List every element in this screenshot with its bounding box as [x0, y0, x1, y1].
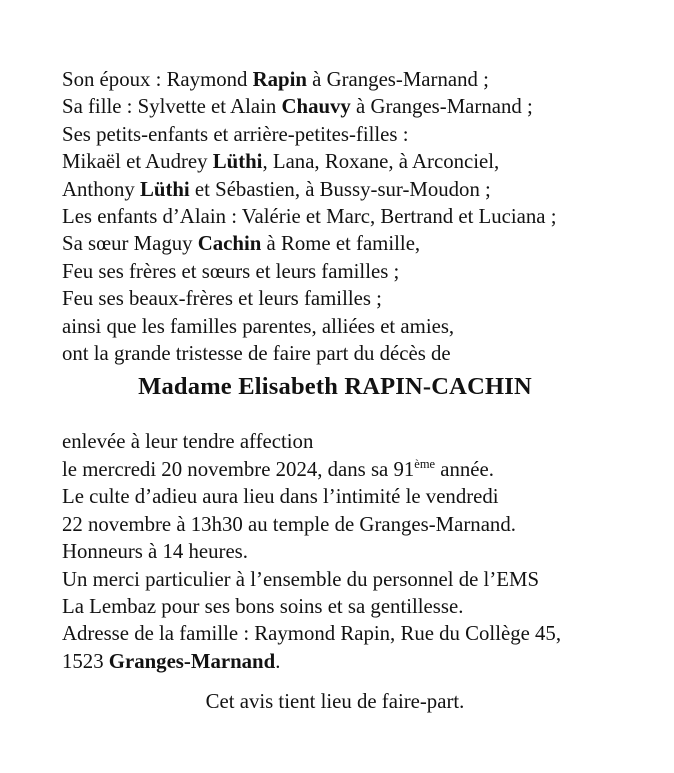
- text-line: [62, 648, 608, 675]
- text-line: [62, 66, 608, 93]
- emphasized-name: Chauvy: [281, 95, 351, 119]
- text-line: [62, 285, 608, 312]
- text-line: [62, 456, 608, 483]
- text-segment: Sa fille : Sylvette et Alain: [62, 95, 282, 119]
- text-line: [62, 340, 608, 367]
- text-segment: ont la grande tristesse de faire part du décès de: [62, 342, 451, 366]
- family-lines: [62, 66, 608, 367]
- text-segment: Un merci particulier à l’ensemble du personnel de l’EMS: [62, 567, 540, 591]
- text-segment: le mercredi 20 novembre 2024, dans sa 91: [62, 457, 415, 481]
- text-segment: à Granges-Marnand ;: [350, 95, 533, 119]
- text-segment: Son époux : Raymond: [62, 68, 253, 91]
- text-line: [62, 230, 608, 257]
- text-segment: , Lana, Roxane, à Arconciel,: [262, 150, 500, 174]
- text-segment: Honneurs à 14 heures.: [62, 540, 248, 564]
- text-segment: Adresse de la famille : Raymond Rapin, Rue du Collège 45,: [62, 622, 562, 646]
- closing-line: Cet avis tient lieu de faire-part.: [205, 690, 465, 714]
- text-line: [62, 538, 608, 565]
- text-segment: La Lembaz pour ses bons soins et sa gentillesse.: [62, 594, 464, 618]
- text-segment: .: [275, 649, 281, 673]
- text-segment: 22 novembre à 13h30 au temple de Granges-Marnand.: [62, 512, 516, 536]
- text-line: [62, 93, 608, 120]
- text-line: [62, 428, 608, 455]
- text-line: [62, 313, 608, 340]
- text-segment: Sa sœur Maguy: [62, 232, 198, 256]
- text-segment: Ses petits-enfants et arrière-petites-filles :: [62, 122, 409, 146]
- deceased-name: Madame Elisabeth RAPIN-CACHIN: [138, 373, 532, 401]
- text-line: [62, 483, 608, 510]
- text-segment: Feu ses frères et sœurs et leurs familles ;: [62, 259, 400, 283]
- text-segment: Le culte d’adieu aura lieu dans l’intimité le vendredi: [62, 485, 499, 509]
- text-segment: ainsi que les familles parentes, alliées et amies,: [62, 314, 455, 338]
- funeral-details-lines: [62, 428, 608, 675]
- text-segment: ème: [414, 456, 436, 471]
- text-segment: année.: [435, 457, 494, 481]
- text-segment: et Sébastien, à Bussy-sur-Moudon ;: [189, 177, 491, 201]
- text-segment: Anthony: [62, 177, 140, 201]
- emphasized-name: Cachin: [197, 232, 262, 256]
- text-segment: Feu ses beaux-frères et leurs familles ;: [62, 287, 382, 311]
- text-line: [62, 121, 608, 148]
- text-segment: Mikaël et Audrey: [62, 150, 213, 174]
- emphasized-name: Lüthi: [212, 150, 263, 174]
- text-segment: à Rome et famille,: [261, 232, 421, 256]
- text-line: [62, 176, 608, 203]
- text-line: [62, 511, 608, 538]
- notice-body: [62, 66, 608, 716]
- text-line: [62, 148, 608, 175]
- text-line: [62, 203, 608, 230]
- text-line: [62, 258, 608, 285]
- text-line: [62, 593, 608, 620]
- text-segment: à Granges-Marnand ;: [306, 68, 489, 91]
- emphasized-name: Granges-Marnand: [108, 649, 276, 673]
- text-segment: enlevée à leur tendre affection: [62, 430, 314, 454]
- emphasized-name: Rapin: [252, 68, 307, 91]
- text-line: [62, 566, 608, 593]
- text-line: [62, 620, 608, 647]
- emphasized-name: Lüthi: [140, 177, 190, 201]
- text-segment: 1523: [62, 649, 109, 673]
- text-segment: Les enfants d’Alain : Valérie et Marc, Bertrand et Luciana ;: [62, 205, 557, 229]
